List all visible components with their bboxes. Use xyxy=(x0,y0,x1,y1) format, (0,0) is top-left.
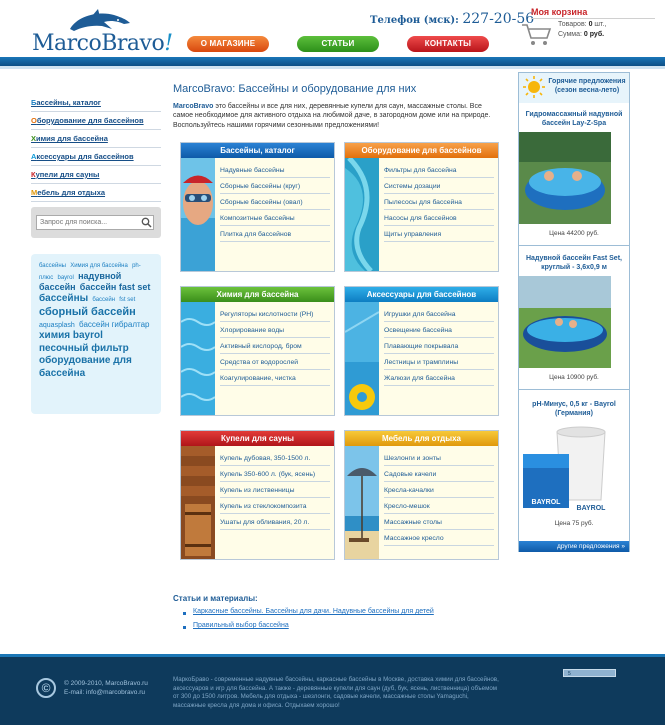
category-link[interactable]: Кресло-мешок xyxy=(384,498,494,514)
swimmer-image xyxy=(181,158,215,271)
category-chemistry xyxy=(180,286,335,416)
category-list xyxy=(384,450,494,546)
product-title[interactable]: pH-Минус, 0,5 кг - Bayrol (Германия) xyxy=(532,401,616,417)
sidebar-menu xyxy=(31,94,161,202)
header-band xyxy=(0,57,665,66)
tag-link[interactable]: оборудование для бассейна xyxy=(39,355,132,379)
footer-copyright xyxy=(64,679,148,697)
category-list xyxy=(220,450,330,530)
articles-title: Статьи и материалы: xyxy=(173,594,258,603)
product-divider xyxy=(519,245,629,246)
header-band-light xyxy=(0,66,665,69)
site-logo[interactable] xyxy=(30,9,173,57)
category-link[interactable]: Хлорирование воды xyxy=(220,322,330,338)
tag-link[interactable]: fst set xyxy=(119,297,136,304)
category-link[interactable]: Сборные бассейны (круг) xyxy=(220,178,330,194)
category-list xyxy=(384,306,494,386)
phone-label: Телефон (мск): xyxy=(370,15,459,26)
beach-image xyxy=(345,446,379,559)
category-link[interactable]: Композитные бассейны xyxy=(220,210,330,226)
visit-counter[interactable] xyxy=(563,669,616,677)
tag-link[interactable]: Химия для бассейна xyxy=(70,263,128,269)
category-title[interactable]: Бассейны, каталог xyxy=(181,143,334,158)
category-link[interactable]: Щиты управления xyxy=(384,226,494,242)
tag-link[interactable]: сборный бассейн xyxy=(39,305,136,318)
tag-link[interactable]: бассейны xyxy=(39,263,66,269)
wooden-tub-image xyxy=(181,446,215,559)
tag-link[interactable]: бассейн fast set xyxy=(79,282,151,292)
product-bayrol-image[interactable] xyxy=(519,422,611,514)
cart-sum: Сумма: 0 руб. xyxy=(558,31,605,38)
category-link[interactable]: Плавающие покрывала xyxy=(384,338,494,354)
counter-value: 5 xyxy=(568,671,571,677)
logo-text: MarcoBravo! xyxy=(32,31,173,56)
site-header xyxy=(0,0,665,58)
nav-about-button[interactable]: О МАГАЗИНЕ xyxy=(187,36,269,52)
tag-link[interactable]: бассейн гибралтар xyxy=(79,319,150,329)
sidebar-item-chemistry[interactable]: Химия для бассейна xyxy=(31,130,161,148)
page-title: MarcoBravo: Бассейны и оборудование для них xyxy=(173,83,417,95)
category-link[interactable]: Купель из лиственницы xyxy=(220,482,330,498)
sidebar-item-furniture[interactable]: Мебель для отдыха xyxy=(31,184,161,202)
category-link[interactable]: Купель из стеклокомпозита xyxy=(220,498,330,514)
category-title[interactable]: Мебель для отдыха xyxy=(345,431,498,446)
product-card[interactable] xyxy=(519,255,629,381)
phone-info xyxy=(370,11,534,27)
product-title[interactable]: Гидромассажный надувной бассейн Lay-Z-Spa xyxy=(525,111,623,127)
category-sauna xyxy=(180,430,335,560)
category-link[interactable]: Системы дозации xyxy=(384,178,494,194)
hot-offers-header xyxy=(519,73,629,103)
product-card[interactable] xyxy=(519,401,629,527)
category-link[interactable]: Активный кислород, бром xyxy=(220,338,330,354)
footer-email[interactable]: E-mail: info@marcobravo.ru xyxy=(64,689,146,697)
sidebar-item-accessories[interactable]: Аксессуары для бассейнов xyxy=(31,148,161,166)
product-price: Цена 75 руб. xyxy=(554,519,594,527)
product-price: Цена 44200 руб. xyxy=(549,229,599,237)
nav-articles-button[interactable]: СТАТЬИ xyxy=(297,36,379,52)
tag-link[interactable]: бассейн xyxy=(39,282,76,292)
category-link[interactable]: Купель 350-600 л. (бук, ясень) xyxy=(220,466,330,482)
intro-text: MarcoBravo это бассейны и все для них, деревянные купели для саун, массажные столы. Все самое необходимое для активного отдыха на любимой даче, в загородном доме или на природе. Воспользуйтесь нашими горячими сезонными предложениями! xyxy=(173,103,491,129)
tag-link[interactable]: химия bayrol xyxy=(39,330,103,342)
category-link[interactable]: Садовые качели xyxy=(384,466,494,482)
product-card[interactable] xyxy=(519,111,629,237)
shopping-cart-icon[interactable] xyxy=(520,19,554,47)
tag-link[interactable]: ph-плюс xyxy=(39,263,141,281)
category-link[interactable]: Ушаты для обливания, 20 л. xyxy=(220,514,330,530)
copyright-icon: © xyxy=(36,678,56,698)
category-link[interactable]: Фильтры для бассейна xyxy=(384,162,494,178)
category-link[interactable]: Кресла-качалки xyxy=(384,482,494,498)
hot-offers-title: Горячие предложения (сезон весна-лето) xyxy=(548,78,626,94)
article-bullet xyxy=(183,626,186,629)
category-link[interactable]: Надувные бассейны xyxy=(220,162,330,178)
category-link[interactable]: Регуляторы кислотности (PH) xyxy=(220,306,330,322)
category-list xyxy=(220,306,330,386)
tag-link[interactable]: бассейны xyxy=(39,293,89,305)
tag-link[interactable]: aquasplash xyxy=(39,321,75,329)
phone-number: 227-20-56 xyxy=(462,11,535,27)
product-spa-image[interactable] xyxy=(519,132,611,224)
search-box xyxy=(31,207,161,238)
category-link[interactable]: Массажные столы xyxy=(384,514,494,530)
water-image xyxy=(181,302,215,415)
tag-link[interactable]: бассейн xyxy=(92,297,116,304)
product-divider xyxy=(519,389,629,390)
category-link[interactable]: Лестницы и трамплины xyxy=(384,354,494,370)
hot-offers-panel xyxy=(518,72,630,552)
category-title[interactable]: Аксессуары для бассейнов xyxy=(345,287,498,302)
category-list xyxy=(384,162,494,242)
sidebar-item-sauna[interactable]: Купели для сауны xyxy=(31,166,161,184)
tag-link[interactable]: bayrol xyxy=(57,274,74,281)
article-link[interactable]: Правильный выбор бассейна xyxy=(193,622,289,629)
category-equipment xyxy=(344,142,499,272)
nav-contacts-button[interactable]: КОНТАКТЫ xyxy=(407,36,489,52)
footer-description: МаркоБраво - современные надувные бассейны, каркасные бассейны в Москве, доставка химии для бассейнов, аксессуаров и игр для бассейна. А также - деревянные купели для саун (дуб, бук, ясень, лиственница) объемом от 300 до 1500 литров. Мебель для отдыха - шезлонги, садовые качели, массажные столы Yamaguchi, массажные кресла для дома и офиса. Отдыхаем хорошо! xyxy=(173,676,499,710)
category-furniture xyxy=(344,430,499,560)
category-link[interactable]: Массажное кресло xyxy=(384,530,494,546)
category-list xyxy=(220,162,330,242)
category-link[interactable]: Жалюзи для бассейна xyxy=(384,370,494,386)
footer-band xyxy=(0,654,665,657)
search-icon[interactable] xyxy=(141,217,152,228)
tag-link[interactable]: надувной xyxy=(78,270,122,281)
pool-slide-image xyxy=(345,158,379,271)
bayrol-box-label: BAYROL xyxy=(531,498,561,506)
bayrol-brand-label: BAYROL xyxy=(576,504,606,512)
sidebar-item-pools[interactable]: Бассейны, каталог xyxy=(31,94,161,112)
category-link[interactable]: Сборные бассейны (овал) xyxy=(220,194,330,210)
category-pools xyxy=(180,142,335,272)
category-link[interactable]: Игрушки для бассейна xyxy=(384,306,494,322)
category-title[interactable]: Химия для бассейна xyxy=(181,287,334,302)
site-footer xyxy=(0,654,665,725)
category-link[interactable]: Средства от водорослей xyxy=(220,354,330,370)
sun-icon xyxy=(523,76,545,98)
category-link[interactable]: Освещение бассейна xyxy=(384,322,494,338)
product-title[interactable]: Надувной бассейн Fast Set, круглый - 3,6х0,9 м xyxy=(526,255,622,271)
copyright-text: © 2009-2010, MarcoBravo.ru xyxy=(64,680,148,687)
cart-title[interactable]: Моя корзина xyxy=(531,7,588,17)
product-price: Цена 10900 руб. xyxy=(549,373,599,381)
product-pool-image[interactable] xyxy=(519,276,611,368)
tag-link[interactable]: песочный фильтр xyxy=(39,342,129,354)
article-bullet xyxy=(183,612,186,615)
category-link[interactable]: Шезлонги и зонты xyxy=(384,450,494,466)
pool-toys-image xyxy=(345,302,379,415)
more-offers-link[interactable]: другие предложения » xyxy=(519,541,629,552)
article-link[interactable]: Каркасные бассейны. Бассейны для дачи. Надувные бассейны для детей xyxy=(193,608,434,615)
cart-items-count: Товаров: 0 шт., xyxy=(558,21,607,28)
category-title[interactable]: Оборудование для бассейнов xyxy=(345,143,498,158)
category-link[interactable]: Насосы для бассейнов xyxy=(384,210,494,226)
category-title[interactable]: Купели для сауны xyxy=(181,431,334,446)
tag-cloud xyxy=(31,254,161,414)
cart-widget[interactable] xyxy=(518,5,658,50)
category-link[interactable]: Купель дубовая, 350-1500 л. xyxy=(220,450,330,466)
search-input[interactable] xyxy=(36,215,154,230)
category-link[interactable]: Коагулирование, чистка xyxy=(220,370,330,386)
sidebar-item-equipment[interactable]: Оборудование для бассейнов xyxy=(31,112,161,130)
category-accessories xyxy=(344,286,499,416)
category-link[interactable]: Пылесосы для бассейна xyxy=(384,194,494,210)
category-link[interactable]: Плитка для бассейнов xyxy=(220,226,330,242)
